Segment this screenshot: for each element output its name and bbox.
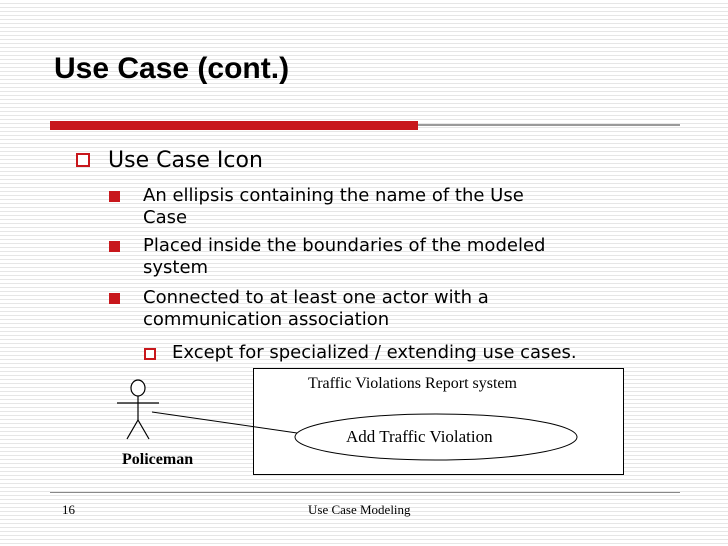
system-name-label: Traffic Violations Report system: [308, 375, 517, 392]
bullet-ellipsis-line2: Case: [143, 207, 188, 228]
communication-association: [152, 412, 297, 433]
bullet-boundaries-line2: system: [143, 257, 209, 278]
bullet-connected-line1: Connected to at least one actor with a: [143, 287, 489, 308]
bullet-connected-line2: communication association: [143, 309, 390, 330]
footer-rule: [50, 492, 680, 493]
bullet-ellipsis-line1: An ellipsis containing the name of the Use: [143, 185, 524, 206]
bullet-boundaries-line1: Placed inside the boundaries of the modeled: [143, 235, 546, 256]
slide-title: Use Case (cont.): [54, 52, 290, 85]
footer-title: Use Case Modeling: [308, 502, 411, 517]
actor-label: Policeman: [122, 451, 194, 468]
bullet-use-case-icon: Use Case Icon: [108, 148, 263, 173]
use-case-label: Add Traffic Violation: [346, 427, 493, 446]
actor-stick-figure-icon: [117, 380, 159, 439]
page-number: 16: [62, 502, 75, 517]
bullet-except: Except for specialized / extending use cases.: [172, 342, 577, 363]
